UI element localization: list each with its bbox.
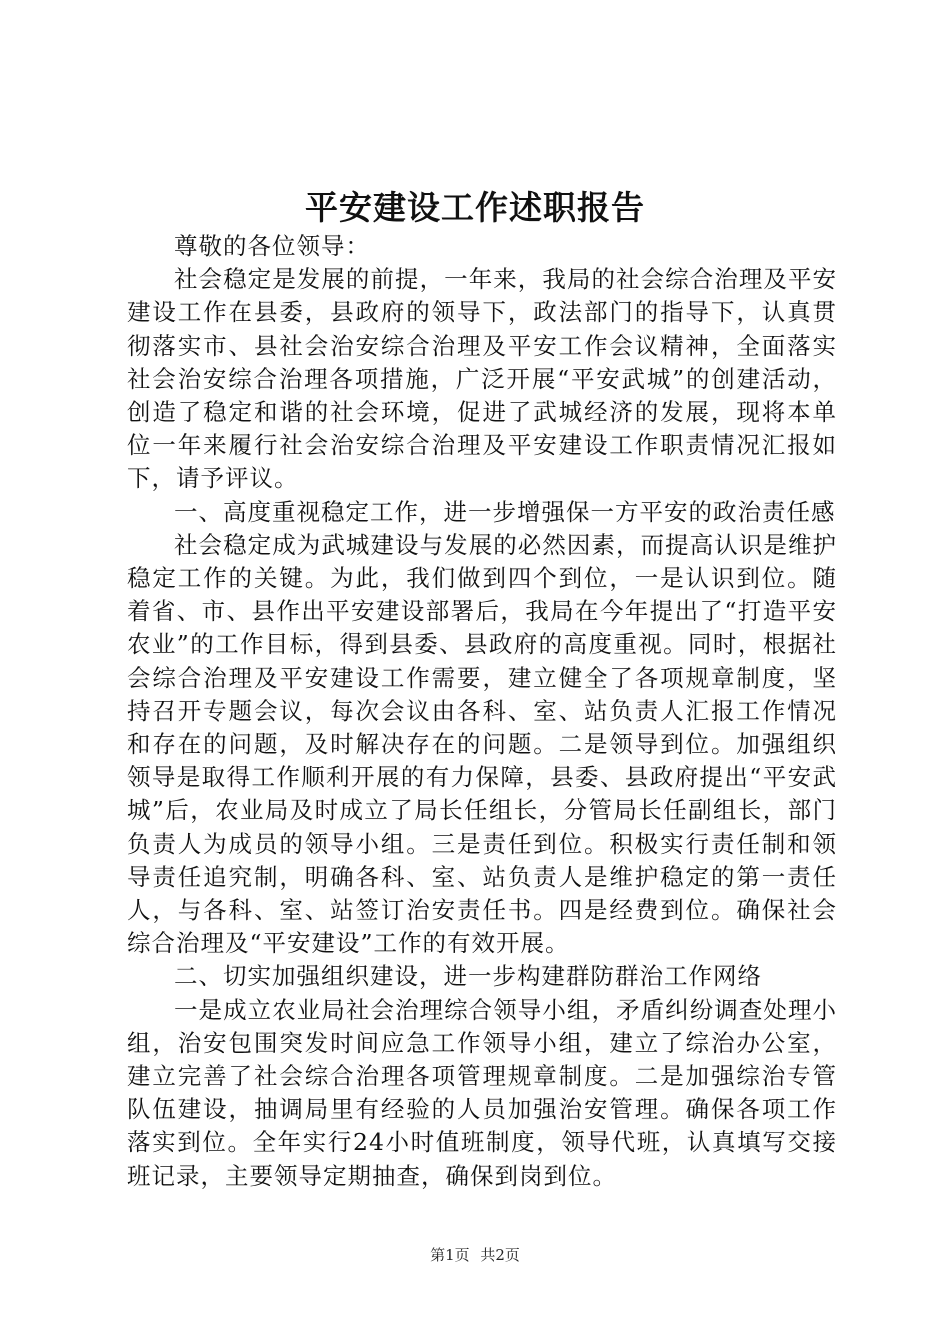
page-footer	[0, 1244, 950, 1265]
page-total: 共2页	[480, 1246, 520, 1264]
document-title: 平安建设工作述职报告	[305, 188, 645, 227]
section-heading-1: 一、高度重视稳定工作，进一步增强保一方平安的政治责任感	[174, 497, 836, 526]
page-number: 第1页	[430, 1246, 470, 1264]
paragraph-intro: 社会稳定是发展的前提，一年来，我局的社会综合治理及平安建设工作在县委，县政府的领导下，政法部门的指导下，认真贯彻落实市、县社会治安综合治理及平安工作会议精神，全面落实社会治安综合治理各项措施，广泛开展“平安武城”的创建活动，创造了稳定和谐的社会环境，促进了武城经济的发展，现将本单位一年来履行社会治安综合治理及平安建设工作职责情况汇报如下，请予评议。	[127, 265, 837, 493]
salutation: 尊敬的各位领导：	[174, 232, 370, 260]
section-heading-2: 二、切实加强组织建设，进一步构建群防群治工作网络	[174, 962, 762, 991]
paragraph-section-2: 一是成立农业局社会治理综合领导小组，矛盾纠纷调查处理小组，治安包围突发时间应急工作领导小组，建立了综治办公室，建立完善了社会综合治理各项管理规章制度。二是加强综治专管队伍建设，抽调局里有经验的人员加强治安管理。确保各项工作落实到位。全年实行24小时值班制度，领导代班，认真填写交接班记录，主要领导定期抽查，确保到岗到位。	[127, 995, 837, 1190]
document-body	[127, 230, 837, 1193]
paragraph-section-1: 社会稳定成为武城建设与发展的必然因素，而提高认识是维护稳定工作的关键。为此，我们做到四个到位，一是认识到位。随着省、市、县作出平安建设部署后，我局在今年提出了“打造平安农业”的工作目标，得到县委、县政府的高度重视。同时，根据社会综合治理及平安建设工作需要，建立健全了各项规章制度，坚持召开专题会议，每次会议由各科、室、站负责人汇报工作情况和存在的问题，及时解决存在的问题。二是领导到位。加强组织领导是取得工作顺利开展的有力保障，县委、县政府提出“平安武城”后，农业局及时成立了局长任组长，分管局长任副组长，部门负责人为成员的领导小组。三是责任到位。积极实行责任制和领导责任追究制，明确各科、室、站负责人是维护稳定的第一责任人，与各科、室、站签订治安责任书。四是经费到位。确保社会综合治理及“平安建设”工作的有效开展。	[127, 530, 837, 958]
